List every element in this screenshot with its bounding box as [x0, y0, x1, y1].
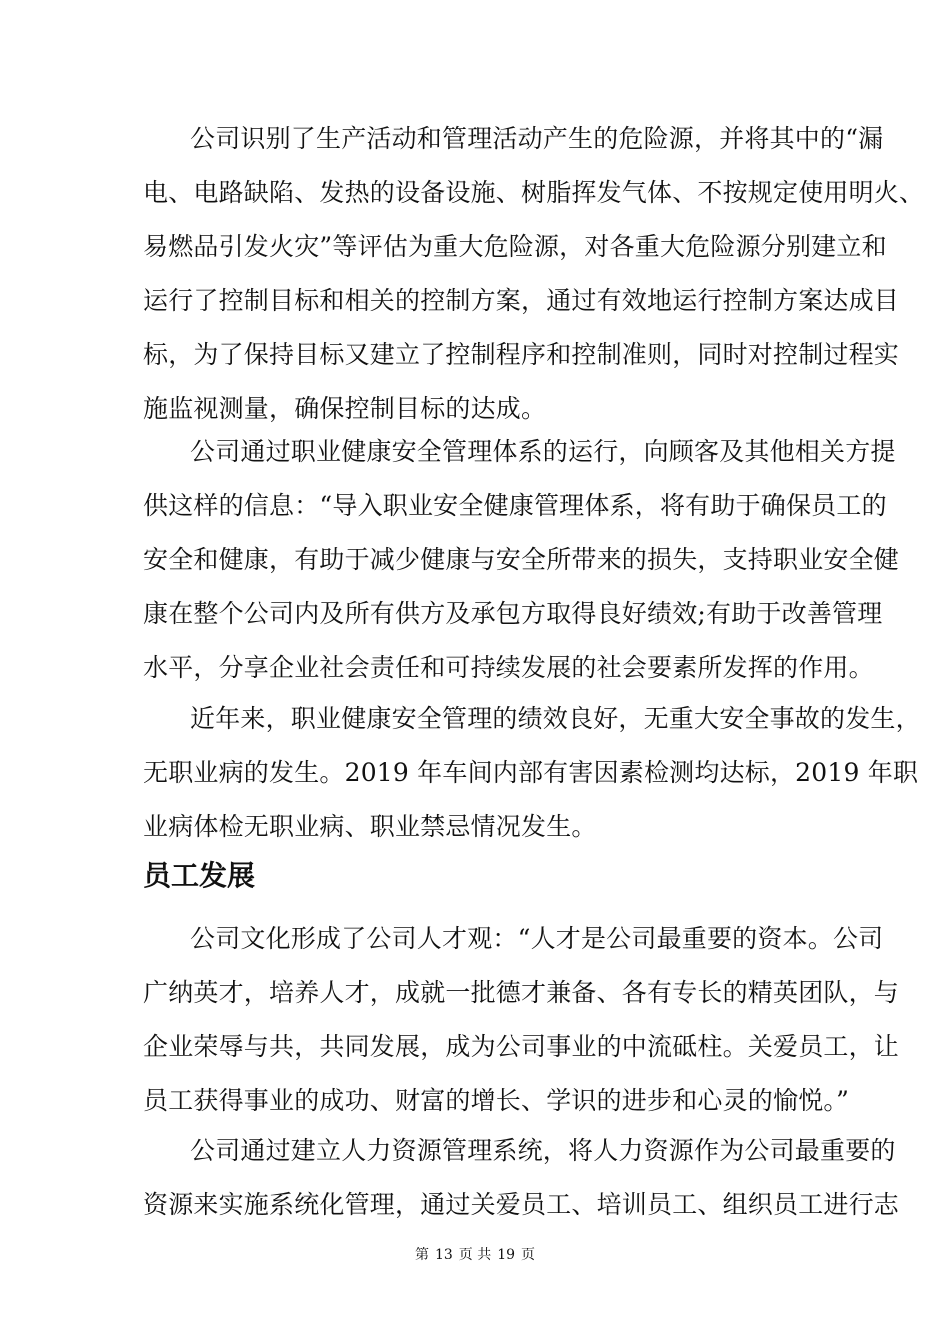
paragraph-line: 公司识别了生产活动和管理活动产生的危险源，并将其中的“漏 [190, 124, 884, 153]
paragraph-line: 施监视测量，确保控制目标的达成。 [143, 394, 547, 423]
paragraph-line: 电、电路缺陷、发热的设备设施、树脂挥发气体、不按规定使用明火、 [143, 178, 925, 207]
paragraph-line: 资源来实施系统化管理，通过关爱员工、培训员工、组织员工进行志 [143, 1190, 900, 1219]
paragraph-line: 标，为了保持目标又建立了控制程序和控制准则，同时对控制过程实 [143, 340, 900, 369]
paragraph-line: 无职业病的发生。2019 年车间内部有害因素检测均达标，2019 年职 [143, 758, 919, 787]
footer-suffix: 页 [521, 1247, 536, 1263]
page-footer [0, 1246, 950, 1264]
section-heading: 员工发展 [143, 859, 256, 892]
paragraph-line: 康在整个公司内及所有供方及承包方取得良好绩效;有助于改善管理 [143, 599, 883, 628]
paragraph-line: 企业荣辱与共，共同发展，成为公司事业的中流砥柱。关爱员工，让 [143, 1032, 900, 1061]
paragraph-line: 员工获得事业的成功、财富的增长、学识的进步和心灵的愉悦。” [143, 1086, 850, 1115]
footer-middle: 页 共 [458, 1247, 492, 1263]
paragraph-line: 公司文化形成了公司人才观：“人才是公司最重要的资本。公司 [190, 924, 884, 953]
paragraph-line: 水平，分享企业社会责任和可持续发展的社会要素所发挥的作用。 [143, 653, 874, 682]
paragraph-line: 公司通过建立人力资源管理系统，将人力资源作为公司最重要的 [190, 1136, 896, 1165]
paragraph-line: 安全和健康，有助于减少健康与安全所带来的损失，支持职业安全健 [143, 545, 900, 574]
paragraph-line: 公司通过职业健康安全管理体系的运行，向顾客及其他相关方提 [190, 437, 896, 466]
total-pages-number: 19 [497, 1247, 516, 1263]
paragraph-line: 易燃品引发火灾”等评估为重大危险源，对各重大危险源分别建立和 [143, 232, 887, 261]
paragraph-line: 运行了控制目标和相关的控制方案，通过有效地运行控制方案达成目 [143, 286, 900, 315]
footer-prefix: 第 [414, 1247, 429, 1263]
paragraph-line: 近年来，职业健康安全管理的绩效良好，无重大安全事故的发生， [190, 704, 921, 733]
paragraph-line: 广纳英才，培养人才，成就一批德才兼备、各有专长的精英团队，与 [143, 978, 900, 1007]
paragraph-line: 业病体检无职业病、职业禁忌情况发生。 [143, 812, 597, 841]
current-page-number: 13 [434, 1247, 453, 1263]
paragraph-line: 供这样的信息：“导入职业安全健康管理体系，将有助于确保员工的 [143, 491, 887, 520]
